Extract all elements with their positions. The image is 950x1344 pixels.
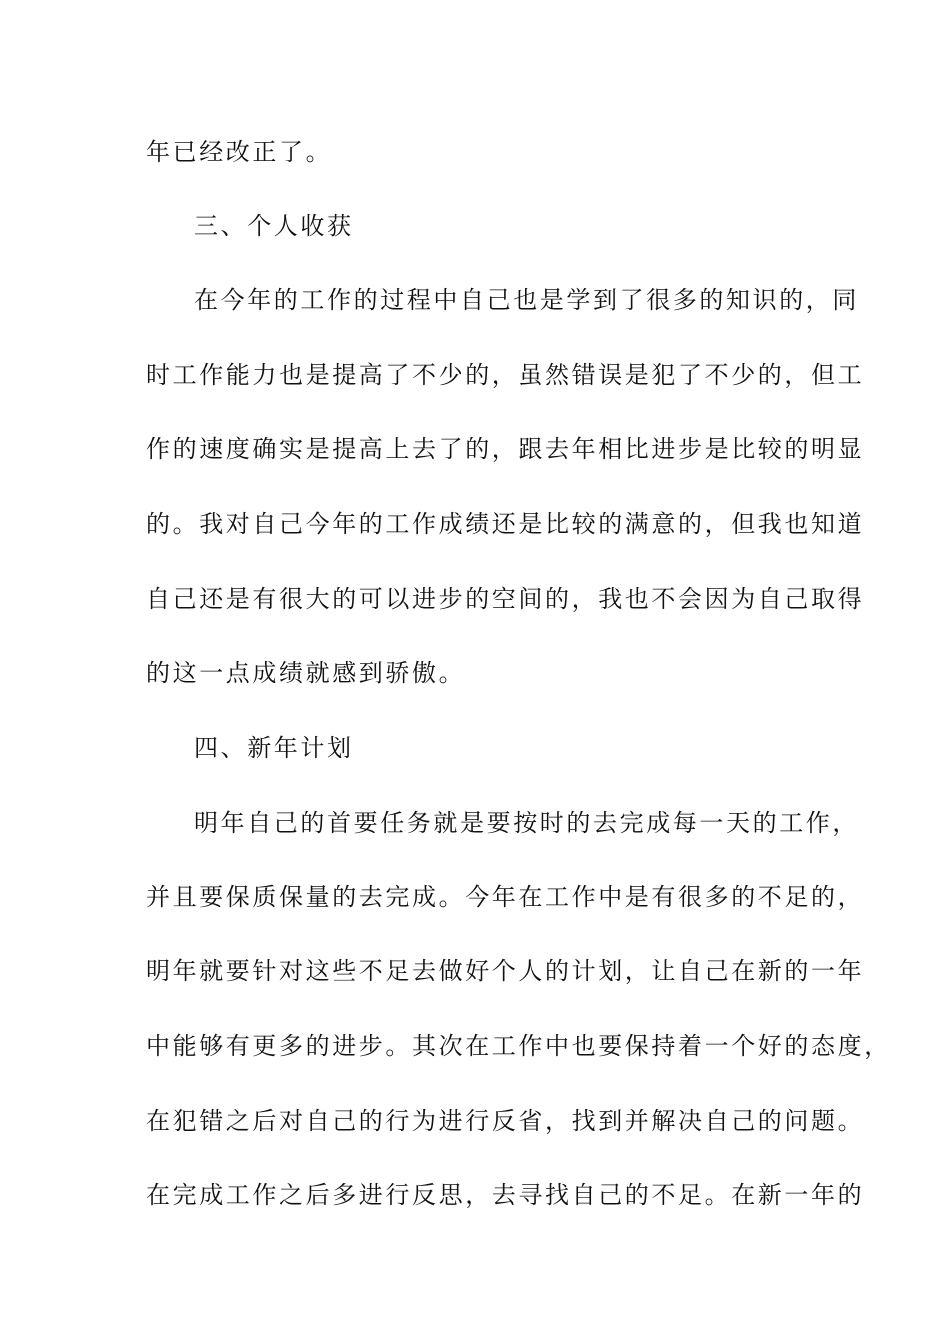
section-heading-new-year-plan: 四、新年计划 bbox=[194, 734, 354, 762]
paragraph-continuation-line: 年已经改正了。 bbox=[146, 138, 333, 166]
paragraph-line: 自己还是有很大的可以进步的空间的，我也不会因为自己取得 bbox=[146, 585, 865, 613]
paragraph-line: 时工作能力也是提高了不少的，虽然错误是犯了不少的，但工 bbox=[146, 361, 865, 389]
paragraph-line: 的这一点成绩就感到骄傲。 bbox=[146, 659, 466, 687]
section-heading-personal-gains: 三、个人收获 bbox=[194, 212, 354, 240]
paragraph-line: 作的速度确实是提高上去了的，跟去年相比进步是比较的明显 bbox=[146, 435, 865, 463]
paragraph-line: 明年自己的首要任务就是要按时的去完成每一天的工作， bbox=[194, 809, 859, 837]
paragraph-line: 在今年的工作的过程中自己也是学到了很多的知识的，同 bbox=[194, 286, 859, 314]
paragraph-line: 在完成工作之后多进行反思，去寻找自己的不足。在新一年的 bbox=[146, 1181, 865, 1209]
paragraph-line: 在犯错之后对自己的行为进行反省，找到并解决自己的问题。 bbox=[146, 1107, 865, 1135]
paragraph-line: 明年就要针对这些不足去做好个人的计划，让自己在新的一年 bbox=[146, 957, 865, 985]
paragraph-line: 中能够有更多的进步。其次在工作中也要保持着一个好的态度， bbox=[146, 1032, 891, 1060]
paragraph-line: 并且要保质保量的去完成。今年在工作中是有很多的不足的， bbox=[146, 883, 865, 911]
paragraph-line: 的。我对自己今年的工作成绩还是比较的满意的，但我也知道 bbox=[146, 510, 865, 538]
